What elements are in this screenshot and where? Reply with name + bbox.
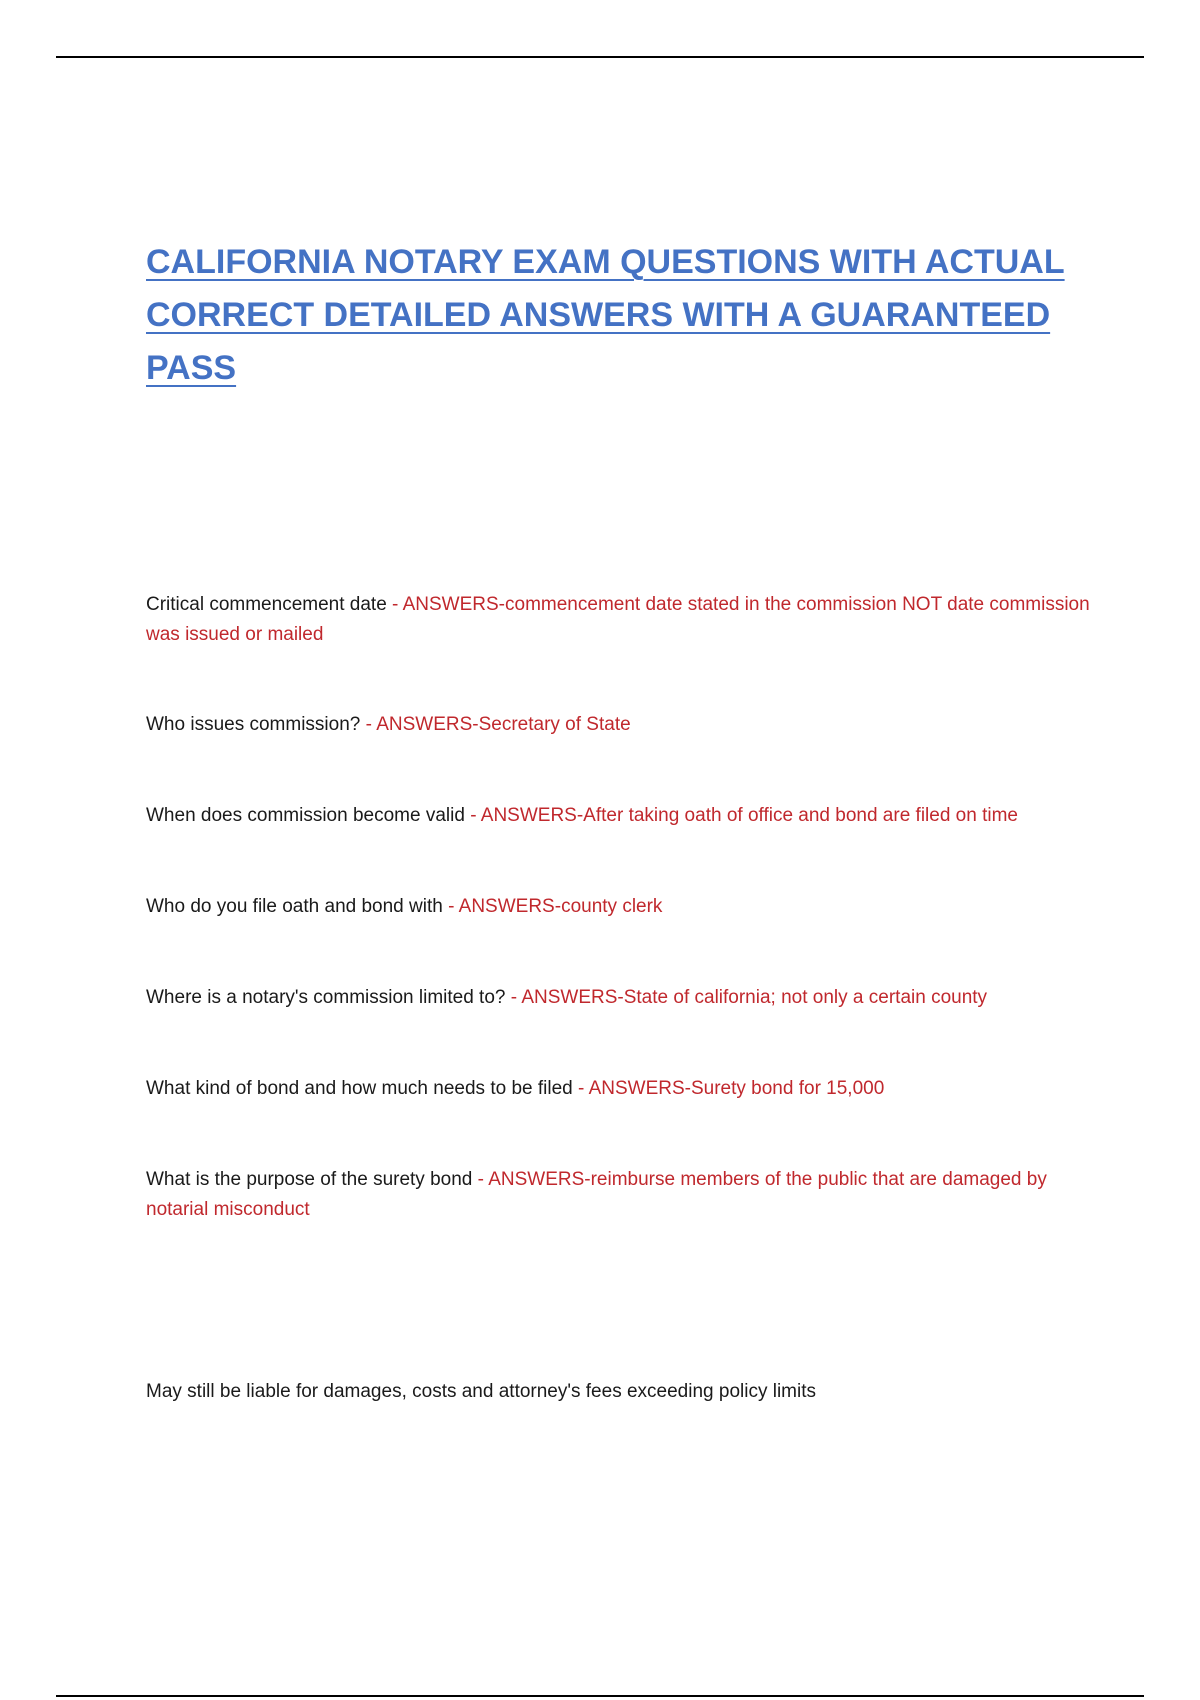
answer-text: Surety bond for 15,000 [690,1078,885,1099]
qa-item: What kind of bond and how much needs to be filed - ANSWERS-Surety bond for 15,000 [146,1078,885,1099]
qa-item: Where is a notary's commission limited to? - ANSWERS-State of california; not only a certain county [146,987,988,1008]
question-text: Where is a notary's commission limited to? [146,987,506,1008]
answer-text: After taking oath of office and bond are filed on time [583,805,1018,826]
question-text: What is the purpose of the surety bond [146,1169,473,1190]
answer-text: commencement date stated in the commission NOT date commission was issued or mailed [146,594,1090,645]
answer-prefix: ANSWERS- [488,1169,591,1190]
answer-text: reimburse members of the public that are damaged by notarial misconduct [146,1169,1047,1220]
question-text: Who issues commission? [146,714,361,735]
bottom-rule [56,1695,1144,1697]
qa-item: What is the purpose of the surety bond - ANSWERS-reimburse members of the public that are damaged by notarial misconduct [146,1169,1047,1220]
qa-item: Who issues commission? - ANSWERS-Secretary of State [146,714,631,735]
qa-item: Critical commencement date - ANSWERS-commencement date stated in the commission NOT date commission was issued or mailed [146,594,1090,645]
answer-prefix: ANSWERS- [521,987,624,1008]
qa-item [146,1377,1096,1407]
answer-prefix: ANSWERS- [588,1078,691,1099]
answer-prefix: ANSWERS- [480,805,584,826]
answer-prefix: ANSWERS- [458,896,562,917]
answer-text: State of california; not only a certain county [623,987,988,1008]
question-text: Critical commencement date [146,594,387,615]
answer-text: Secretary of State [478,714,631,735]
question-text: What kind of bond and how much needs to be filed [146,1078,573,1099]
question-text: When does commission become valid [146,805,465,826]
document-title: CALIFORNIA NOTARY EXAM QUESTIONS WITH ACTUAL CORRECT DETAILED ANSWERS WITH A GUARANTEED PASS [146,243,1065,387]
top-rule [56,56,1144,58]
answer-text: county clerk [561,896,663,917]
answer-prefix: ANSWERS- [402,594,506,615]
question-text: Who do you file oath and bond with [146,896,443,917]
qa-item: Who do you file oath and bond with - ANSWERS-county clerk [146,896,663,917]
qa-item: When does commission become valid - ANSWERS-After taking oath of office and bond are filed on time [146,805,1018,826]
answer-prefix: ANSWERS- [376,714,479,735]
question-text: May still be liable for damages, costs and attorney's fees exceeding policy limits [146,1381,817,1402]
